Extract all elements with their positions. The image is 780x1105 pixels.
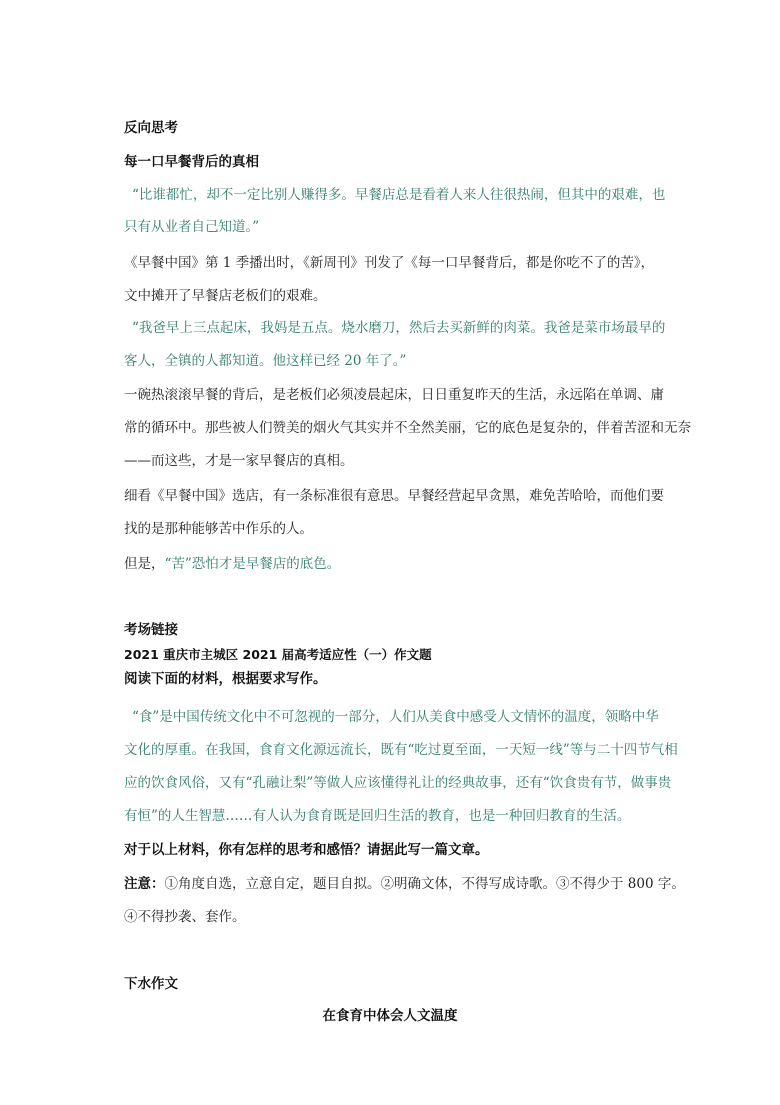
exam-note-label: 注意： (124, 876, 165, 892)
article-subheading: 每一口早餐背后的真相 (124, 154, 259, 170)
exam-note-line1 (124, 874, 685, 894)
para2-line2: 常的循环中。那些被人们赞美的烟火气其实并不全然美丽，它的底色是复杂的，伴着苦涩和无奈 (124, 420, 691, 436)
material-line1: “食”是中国传统文化中不可忽视的一部分，人们从美食中感受人文情怀的温度，领略中华 (132, 709, 659, 725)
para1-line1: 《早餐中国》第 1 季播出时，《新周刊》刊发了《每一口早餐背后，都是你吃不了的苦》， (124, 255, 655, 271)
quote2-line2: 客人，全镇的人都知道。他这样已经 20 年了。” (124, 353, 407, 369)
quote2-line1: “我爸早上三点起床，我妈是五点。烧水磨刀，然后去买新鲜的肉菜。我爸是菜市场最早的 (132, 320, 666, 336)
quote1-line1: “比谁都忙，却不一定比别人赚得多。早餐店总是看着人来人往很热闹，但其中的艰难，也 (132, 187, 666, 203)
exam-note-text1: ①角度自选，立意自定，题目自拟。②明确文体，不得写成诗歌。③不得少于 800 字。 (164, 876, 685, 892)
section-heading-exam-link: 考场链接 (124, 622, 178, 638)
material-line2: 文化的厚重。在我国，食育文化源远流长，既有“吃过夏至面，一天短一线”等与二十四节气相 (124, 742, 678, 758)
section-heading-sample-essay: 下水作文 (124, 976, 178, 992)
exam-instruction: 阅读下面的材料，根据要求写作。 (124, 671, 327, 687)
para4-highlight: “苦”恐怕才是早餐店的底色。 (164, 556, 341, 572)
material-line4: 有恒”的人生智慧……有人认为食育既是回归生活的教育，也是一种回归教育的生活。 (124, 808, 631, 824)
para3-line2: 找的是那种能够苦中作乐的人。 (124, 521, 313, 537)
para4 (124, 554, 340, 574)
quote1-line2: 只有从业者自己知道。” (124, 219, 260, 235)
exam-title: 2021 重庆市主城区 2021 届高考适应性（一）作文题 (124, 647, 432, 662)
essay-title: 在食育中体会人文温度 (322, 1008, 458, 1024)
exam-note-line2: ④不得抄袭、套作。 (124, 909, 246, 925)
material-line3: 应的饮食风俗，又有“孔融让梨”等做人应该懂得礼让的经典故事，还有“饮食贵有节，做事贵 (124, 775, 672, 791)
section-heading-reverse-thinking: 反向思考 (124, 120, 178, 136)
para3-line1: 细看《早餐中国》选店，有一条标准很有意思。早餐经营起早贪黑，难免苦哈哈，而他们要 (124, 488, 664, 504)
para1-line2: 文中摊开了早餐店老板们的艰难。 (124, 288, 327, 304)
para2-line1: 一碗热滚滚早餐的背后，是老板们必须凌晨起床，日日重复昨天的生活，永远陷在单调、庸 (124, 387, 664, 403)
para2-line3: ——而这些，才是一家早餐店的真相。 (124, 453, 354, 469)
exam-question: 对于以上材料，你有怎样的思考和感悟？请据此写一篇文章。 (124, 842, 489, 858)
para4-prefix: 但是， (124, 556, 165, 572)
